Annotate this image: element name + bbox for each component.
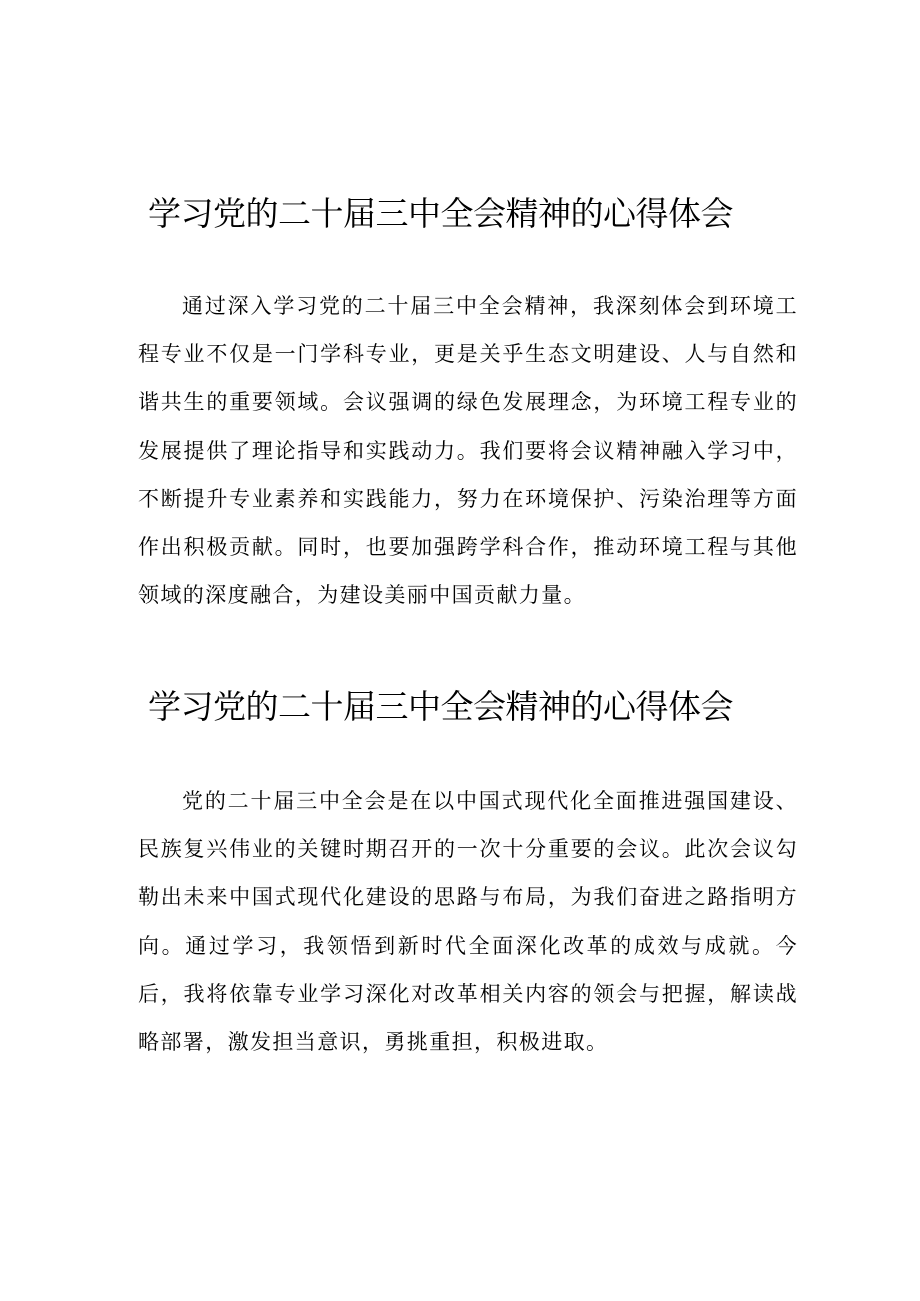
section-paragraph: 党的二十届三中全会是在以中国式现代化全面推进强国建设、民族复兴伟业的关键时期召开的一次十分重要的会议。此次会议勾勒出未来中国式现代化建设的思路与布局，为我们奋进之路指明方向。通过学习，我领悟到新时代全面深化改革的成效与成就。今后，我将依靠专业学习深化对改革相关内容的领会与把握，解读战略部署，激发担当意识，勇挑重担，积极进取。	[138, 789, 798, 1055]
section-title: 学习党的二十届三中全会精神的心得体会	[148, 687, 733, 726]
section-paragraph: 通过深入学习党的二十届三中全会精神，我深刻体会到环境工程专业不仅是一门学科专业，更是关乎生态文明建设、人与自然和谐共生的重要领域。会议强调的绿色发展理念，为环境工程专业的发展提供了理论指导和实践动力。我们要将会议精神融入学习中，不断提升专业素养和实践能力，努力在环境保护、污染治理等方面作出积极贡献。同时，也要加强跨学科合作，推动环境工程与其他领域的深度融合，为建设美丽中国贡献力量。	[138, 294, 798, 608]
section-title: 学习党的二十届三中全会精神的心得体会	[148, 194, 733, 233]
essay-section-1	[0, 190, 920, 608]
essay-section-2	[0, 683, 920, 1055]
